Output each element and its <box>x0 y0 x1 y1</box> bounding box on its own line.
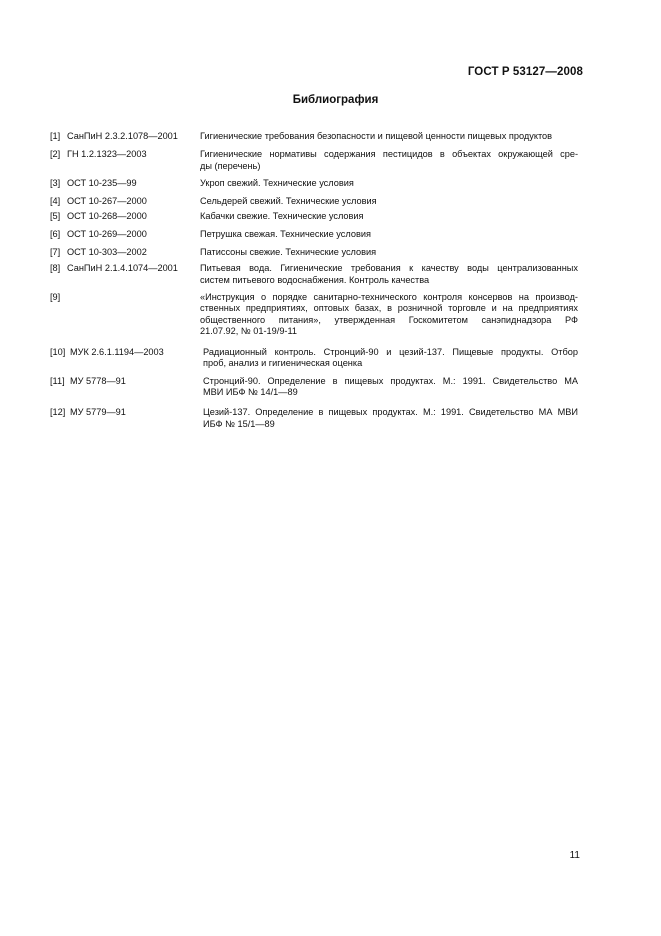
reference-description-line: общественного питания», утвержденная Госкомитетом санэпиднадзора РФ <box>200 314 578 325</box>
reference-description <box>200 263 578 286</box>
document-code: ГОСТ Р 53127—2008 <box>467 66 583 78</box>
reference-code: ГН 1.2.1323—2003 <box>67 149 147 160</box>
reference-description-line: Укроп свежий. Технические условия <box>200 178 354 189</box>
reference-item <box>50 292 578 338</box>
reference-number: [10] <box>50 346 66 357</box>
reference-description-line: «Инструкция о порядке санитарно-технического контроля консервов на производ- <box>200 292 578 303</box>
reference-code: СанПиН 2.3.2.1078—2001 <box>67 131 178 141</box>
reference-description-line: Кабачки свежие. Технические условия <box>200 211 364 222</box>
reference-description-line: Петрушка свежая. Технические условия <box>200 229 371 240</box>
reference-item <box>50 247 578 258</box>
reference-code: ОСТ 10-303—2002 <box>67 246 147 257</box>
reference-description-line: Радиационный контроль. Стронций-90 и цезий-137. Пищевые продукты. Отбор <box>203 346 578 357</box>
reference-description-line: Цезий-137. Определение в пищевых продуктах. М.: 1991. Свидетельство МА МВИ <box>203 407 578 418</box>
page-number: 11 <box>569 850 580 861</box>
reference-description <box>200 131 578 142</box>
reference-description-line: Стронций-90. Определение в пищевых продуктах. М.: 1991. Свидетельство МА <box>203 375 578 386</box>
reference-number: [11] <box>50 375 65 386</box>
reference-description-line: проб, анализ и гигиеническая оценка <box>203 358 363 369</box>
bibliography-title: Библиография <box>292 94 379 106</box>
reference-description-line: ственных предприятиях, оптовых базах, в розничной торговле и на предприятиях <box>200 303 578 314</box>
reference-description <box>203 407 578 430</box>
reference-description <box>200 149 578 172</box>
reference-description-line: Патиссоны свежие. Технические условия <box>200 246 377 257</box>
reference-number: [4] <box>50 195 61 206</box>
reference-description <box>200 196 578 207</box>
reference-description <box>200 247 578 258</box>
reference-description-line: МВИ ИБФ № 14/1—89 <box>203 386 298 397</box>
reference-description <box>200 229 578 240</box>
reference-item <box>50 347 578 370</box>
reference-number: [9] <box>50 292 61 303</box>
reference-description <box>200 211 578 222</box>
reference-code: ОСТ 10-269—2000 <box>67 229 147 240</box>
reference-description-line: 21.07.92, № 01-19/9-11 <box>200 326 298 337</box>
reference-number: [2] <box>50 149 61 160</box>
reference-description-line: систем питьевого водоснабжения. Контроль качества <box>200 274 430 285</box>
reference-list <box>50 131 578 436</box>
reference-item <box>50 131 578 142</box>
reference-number: [12] <box>50 407 66 418</box>
reference-item <box>50 211 578 222</box>
reference-description <box>200 292 578 338</box>
reference-code: МУ 5779—91 <box>70 407 126 418</box>
reference-code <box>67 292 200 338</box>
reference-description-line: ИБФ № 15/1—89 <box>203 418 275 429</box>
reference-code: ОСТ 10-268—2000 <box>67 211 147 222</box>
reference-item <box>50 149 578 172</box>
reference-number: [1] <box>50 131 61 141</box>
reference-number: [3] <box>50 178 61 189</box>
reference-item <box>50 376 578 399</box>
reference-code: ОСТ 10-235—99 <box>67 178 137 189</box>
reference-code: СанПиН 2.1.4.1074—2001 <box>67 263 178 274</box>
reference-number: [7] <box>50 246 61 257</box>
reference-description <box>203 376 578 399</box>
reference-description-line: ды (перечень) <box>200 160 261 171</box>
reference-item <box>50 178 578 189</box>
reference-description <box>200 178 578 189</box>
reference-item <box>50 407 578 430</box>
reference-code: ОСТ 10-267—2000 <box>67 195 147 206</box>
reference-description-line: Питьевая вода. Гигиенические требования к качеству воды централизованных <box>200 263 578 274</box>
reference-number: [8] <box>50 263 61 274</box>
reference-item <box>50 263 578 286</box>
reference-number: [6] <box>50 229 61 240</box>
reference-code: МУК 2.6.1.1194—2003 <box>70 346 164 357</box>
reference-code: МУ 5778—91 <box>70 375 126 386</box>
reference-description-line: Гигиенические требования безопасности и пищевой ценности пищевых продуктов <box>200 131 553 141</box>
reference-description <box>203 347 578 370</box>
reference-item <box>50 196 578 207</box>
reference-number: [5] <box>50 211 61 222</box>
reference-description-line: Сельдерей свежий. Технические условия <box>200 195 377 206</box>
reference-item <box>50 229 578 240</box>
reference-description-line: Гигиенические нормативы содержания пестицидов в объектах окружающей сре- <box>200 149 578 160</box>
